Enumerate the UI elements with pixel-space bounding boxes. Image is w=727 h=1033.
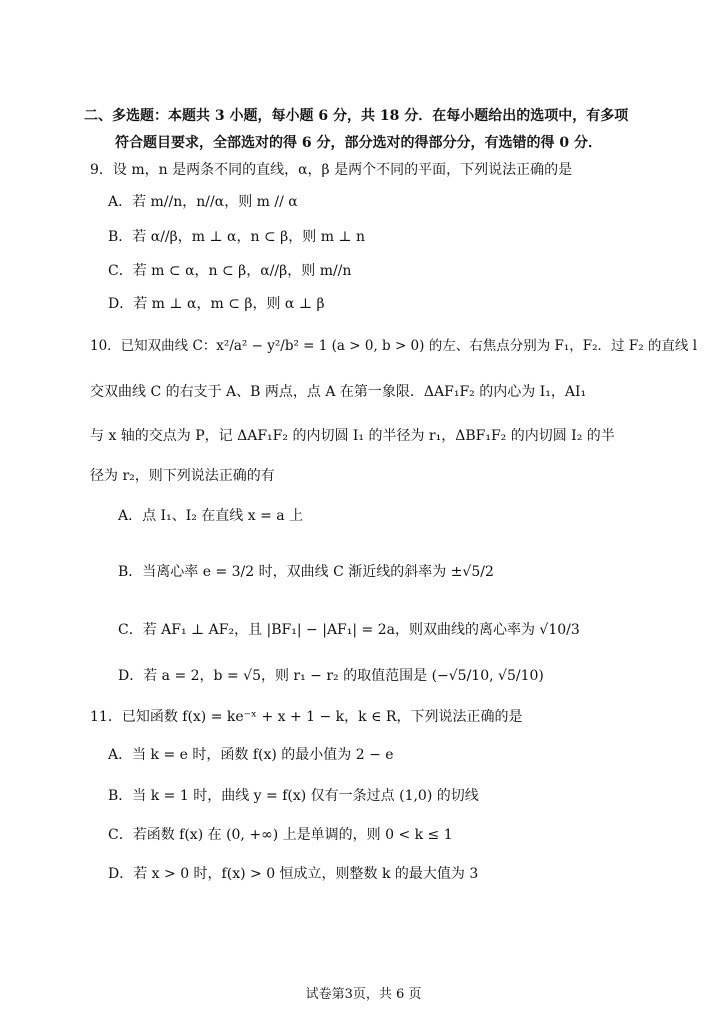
question-9-option-d: D．若 m ⊥ α，m ⊂ β，则 α ⊥ β <box>108 296 325 312</box>
question-10-stem-line-2: 交双曲线 C 的右支于 A、B 两点，点 A 在第一象限．ΔAF₁F₂ 的内心为 I₁，AI₁ <box>90 384 587 400</box>
section-heading-line-1: 二、多选题：本题共 3 小题，每小题 6 分，共 18 分．在每小题给出的选项中，有多项 <box>84 108 629 124</box>
page-footer: 试卷第3页，共 6 页 <box>305 987 422 1002</box>
question-10-option-d: D．若 a = 2，b = √5，则 r₁ − r₂ 的取值范围是 (−√5/10, √5/10) <box>118 668 544 684</box>
question-10-stem-line-1: 10．已知双曲线 C：x²/a² − y²/b² = 1 (a > 0, b > 0) 的左、右焦点分别为 F₁，F₂．过 F₂ 的直线 l <box>90 338 698 354</box>
question-11-option-c: C．若函数 f(x) 在 (0, +∞) 上是单调的，则 0 < k ≤ 1 <box>108 827 453 843</box>
question-9-option-c: C．若 m ⊂ α，n ⊂ β，α//β，则 m//n <box>108 263 352 279</box>
question-11-option-b: B．当 k = 1 时，曲线 y = f(x) 仅有一条过点 (1,0) 的切线 <box>108 788 479 804</box>
section-heading-line-2: 符合题目要求，全部选对的得 6 分，部分选对的得部分分，有选错的得 0 分． <box>115 135 602 151</box>
question-11-option-d: D．若 x > 0 时，f(x) > 0 恒成立，则整数 k 的最大值为 3 <box>108 866 479 882</box>
question-9-option-a: A．若 m//n，n//α，则 m // α <box>108 194 298 210</box>
question-10-stem-line-4: 径为 r₂，则下列说法正确的有 <box>90 468 275 484</box>
question-10-stem-line-3: 与 x 轴的交点为 P，记 ΔAF₁F₂ 的内切圆 I₁ 的半径为 r₁，ΔBF₁F₂ 的内切圆 I₂ 的半 <box>90 428 615 444</box>
question-9-option-b: B．若 α//β，m ⊥ α，n ⊂ β，则 m ⊥ n <box>108 229 366 245</box>
question-11-stem: 11．已知函数 f(x) = ke⁻ˣ + x + 1 − k，k ∈ R，下列说法正确的是 <box>90 709 523 725</box>
question-10-option-a: A．点 I₁、I₂ 在直线 x = a 上 <box>118 508 304 524</box>
question-11-option-a: A．当 k = e 时，函数 f(x) 的最小值为 2 − e <box>108 747 394 763</box>
question-10-option-b: B．当离心率 e = 3/2 时，双曲线 C 渐近线的斜率为 ±√5/2 <box>118 564 494 580</box>
question-9-stem: 9．设 m，n 是两条不同的直线，α，β 是两个不同的平面，下列说法正确的是 <box>90 162 573 178</box>
question-10-option-c: C．若 AF₁ ⊥ AF₂，且 |BF₁| − |AF₁| = 2a，则双曲线的离心率为 √10/3 <box>118 622 580 638</box>
